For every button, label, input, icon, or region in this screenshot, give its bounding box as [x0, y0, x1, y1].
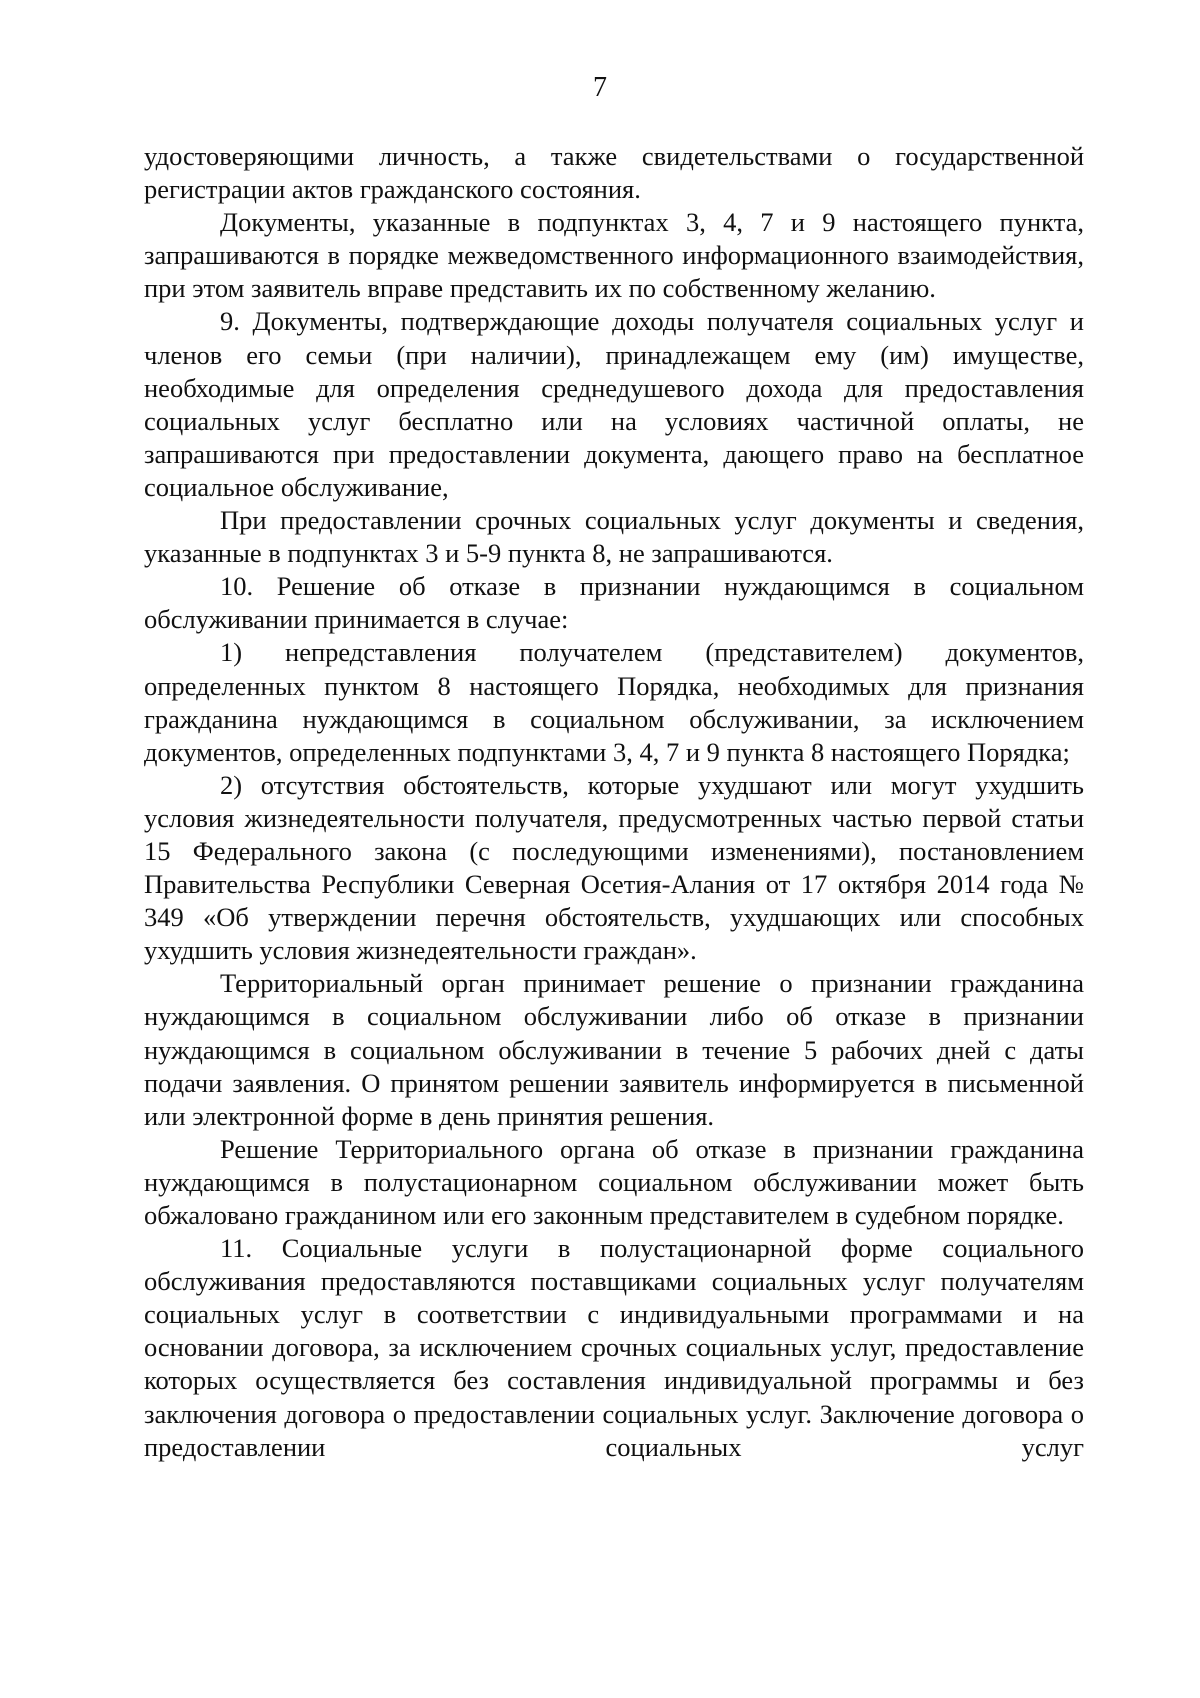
page-number: 7: [593, 72, 607, 103]
paragraph: 1) непредставления получателем (представителем) документов, определенных пунктом 8 настоящего Порядка, необходимых для признания гражданина нуждающимся в социальном обслуживании, за исключением документов, определенных подпунктами 3, 4, 7 и 9 пункта 8 настоящего Порядка;: [144, 637, 1084, 767]
paragraph: удостоверяющими личность, а также свидетельствами о государственной регистрации актов гражданского состояния.: [144, 141, 1084, 205]
paragraph: Решение Территориального органа об отказе в признании гражданина нуждающимся в полустационарном социальном обслуживании может быть обжаловано гражданином или его законным представителем в судебном порядке.: [144, 1133, 1084, 1230]
paragraph: Документы, указанные в подпунктах 3, 4, 7 и 9 настоящего пункта, запрашиваются в порядке межведомственного информационного взаимодействия, при этом заявитель вправе представить их по собственному желанию.: [144, 207, 1084, 304]
paragraph: Территориальный орган принимает решение о признании гражданина нуждающимся в социальном обслуживании либо об отказе в признании нуждающимся в социальном обслуживании в течение 5 рабочих дней с даты подачи заявления. О принятом решении заявитель информируется в письменной или электронной форме в день принятия решения.: [144, 968, 1084, 1131]
paragraph: 10. Решение об отказе в признании нуждающимся в социальном обслуживании принимается в случае:: [144, 571, 1084, 635]
paragraph: При предоставлении срочных социальных услуг документы и сведения, указанные в подпунктах 3 и 5-9 пункта 8, не запрашиваются.: [144, 505, 1084, 569]
paragraph: 11. Социальные услуги в полустационарной форме социального обслуживания предоставляются поставщиками социальных услуг получателям социальных услуг в соответствии с индивидуальными программами и на основании договора, за исключением срочных социальных услуг, предоставление которых осуществляется без составления индивидуальной программы и без заключения договора о предоставлении социальных услуг. Заключение договора о предоставлении социальных услуг: [144, 1233, 1084, 1462]
paragraph: 9. Документы, подтверждающие доходы получателя социальных услуг и членов его семьи (при наличии), принадлежащем ему (им) имуществе, необходимые для определения среднедушевого дохода для предоставления социальных услуг бесплатно или на условиях частичной оплаты, не запрашиваются при предоставлении документа, дающего право на бесплатное социальное обслуживание,: [144, 306, 1084, 502]
paragraph: 2) отсутствия обстоятельств, которые ухудшают или могут ухудшить условия жизнедеятельности получателя, предусмотренных частью первой статьи 15 Федерального закона (с последующими изменениями), постановлением Правительства Республики Северная Осетия-Алания от 17 октября 2014 года № 349 «Об утверждении перечня обстоятельств, ухудшающих или способных ухудшить условия жизнедеятельности граждан».: [144, 769, 1084, 966]
body-text: [144, 140, 1084, 1464]
